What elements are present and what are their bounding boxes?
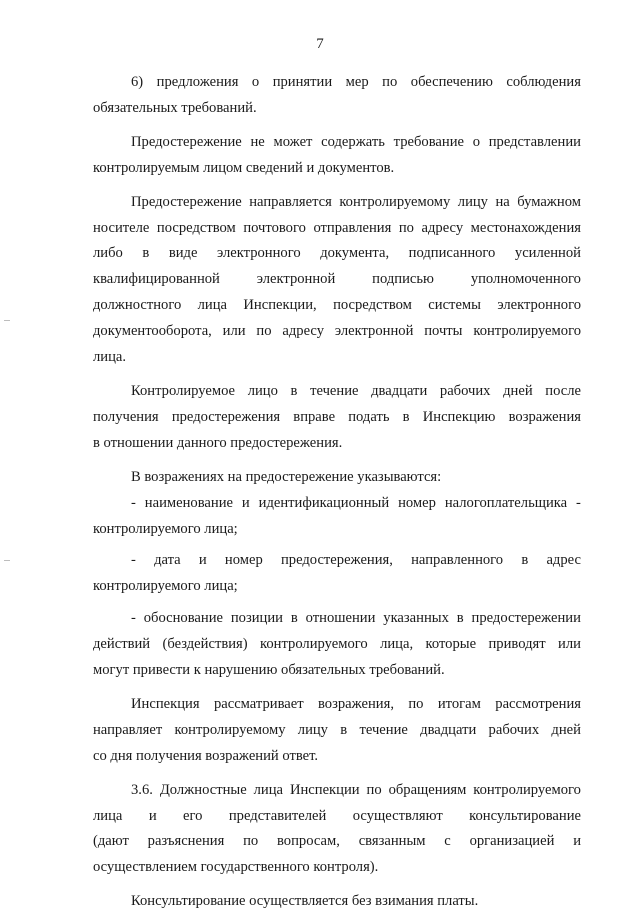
text-line: в отношении данного предостережения. [93,434,343,451]
text-line: Контролируемое лицо в течение двадцати рабочих дней после [131,382,581,399]
paragraph [93,465,581,491]
text-line: Консультирование осуществляется без взимания платы. [131,893,479,910]
text-line: лица и его представителей осуществляют консультирование [93,807,581,824]
text-line: осуществлением государственного контроля). [93,859,379,876]
text-line: (дают разъяснения по вопросам, связанным с организацией и [93,833,581,850]
paragraph [93,692,581,770]
paragraph [93,606,581,684]
text-line: - наименование и идентификационный номер налогоплательщика - [131,494,581,511]
paragraph [93,548,581,600]
text-line: со дня получения возражений ответ. [93,747,319,764]
text-line: должностного лица Инспекции, посредством системы электронного [93,297,581,314]
text-line: Предостережение не может содержать требование о представлении [131,133,581,150]
text-line: документооборота, или по адресу электронной почты контролируемого [93,323,581,340]
text-line: получения предостережения вправе подать в Инспекцию возражения [93,408,581,425]
paragraph [93,889,581,915]
paragraph [93,379,581,457]
text-line: лица. [93,349,127,366]
scan-margin-mark [4,320,10,321]
paragraph [93,491,581,543]
text-line: Предостережение направляется контролируемому лицу на бумажном [131,193,581,210]
document-body [93,70,581,915]
text-line: обязательных требований. [93,99,257,116]
paragraph [93,778,581,882]
page-number: 7 [316,36,324,52]
text-line: могут привести к нарушению обязательных требований. [93,662,445,679]
text-line: действий (бездействия) контролируемого лица, которые приводят или [93,636,581,653]
paragraph [93,70,581,122]
text-line: контролируемого лица; [93,578,238,595]
text-line: - обоснование позиции в отношении указанных в предостережении [131,610,581,627]
paragraph [93,130,581,182]
text-line: контролируемым лицом сведений и документов. [93,159,395,176]
text-line: 3.6. Должностные лица Инспекции по обращениям контролируемого [131,781,581,798]
text-line: - дата и номер предостережения, направленного в адрес [131,552,581,569]
text-line: направляет контролируемому лицу в течение двадцати рабочих дней [93,721,581,738]
text-line: либо в виде электронного документа, подписанного усиленной [93,245,581,262]
text-line: квалифицированной электронной подписью уполномоченного [93,271,581,288]
scan-margin-mark [4,560,10,561]
text-line: носителе посредством почтового отправления по адресу местонахождения [93,219,581,236]
text-line: 6) предложения о принятии мер по обеспечению соблюдения [131,74,581,90]
text-line: Инспекция рассматривает возражения, по итогам рассмотрения [131,695,581,712]
text-line: В возражениях на предостережение указываются: [131,468,442,485]
text-line: контролируемого лица; [93,520,238,537]
paragraph [93,190,581,371]
